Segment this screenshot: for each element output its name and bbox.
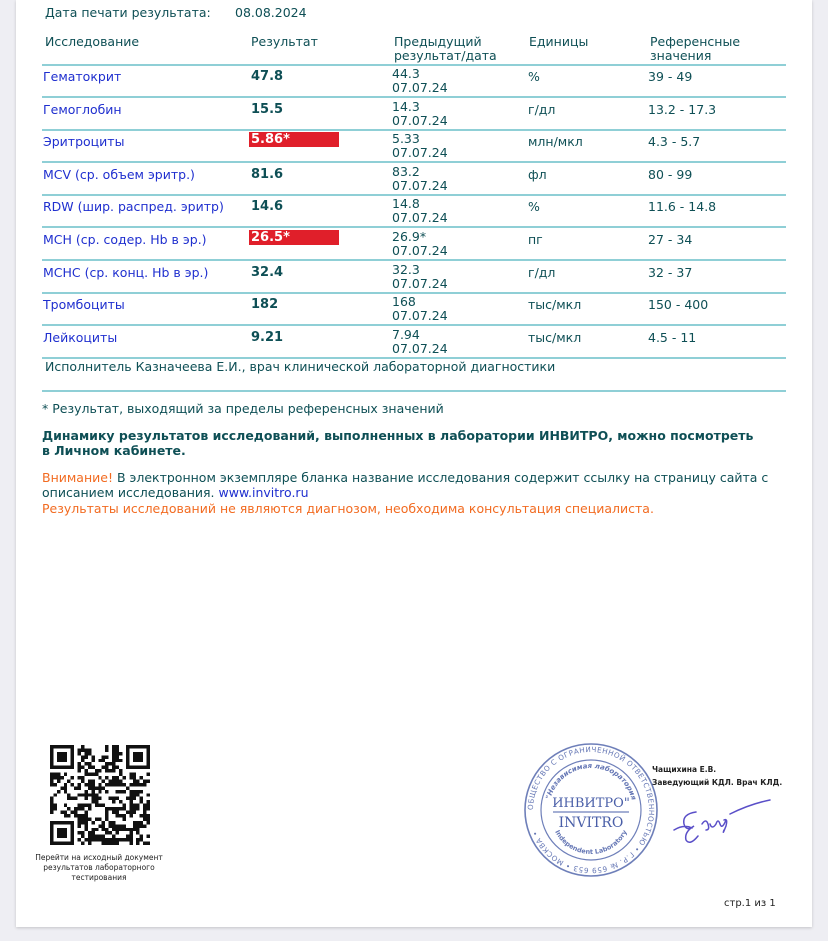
qr-caption: Перейти на исходный документ результатов лабораторного тестирования xyxy=(35,853,163,882)
units: тыс/мкл xyxy=(528,297,582,313)
units: тыс/мкл xyxy=(528,329,582,345)
footnote: * Результат, выходящий за пределы референсных значений xyxy=(42,401,444,416)
previous-result xyxy=(392,328,448,356)
stamp-inner-bottom: Independent Laboratory xyxy=(553,828,629,857)
result-value: 182 xyxy=(251,297,279,313)
header-previous-line2: результат/дата xyxy=(394,48,497,63)
flagged-result: 5.86* xyxy=(249,132,339,147)
qr-code[interactable] xyxy=(50,745,150,845)
previous-value: 83.2 xyxy=(392,163,420,179)
previous-date: 07.07.24 xyxy=(392,145,448,161)
units: % xyxy=(528,199,540,215)
result-value: 32.4 xyxy=(251,264,284,280)
units: пг xyxy=(528,232,543,247)
test-name-link[interactable]: MCHC (ср. конц. Hb в эр.) xyxy=(43,264,209,280)
test-name-link[interactable]: Гемоглобин xyxy=(43,101,122,117)
table-row xyxy=(16,294,812,326)
result-value: 47.8 xyxy=(251,69,284,84)
table-row xyxy=(16,327,812,359)
previous-result xyxy=(392,295,448,323)
reference-range: 13.2 - 17.3 xyxy=(648,101,717,117)
table-row xyxy=(16,229,812,261)
reference-range: 150 - 400 xyxy=(648,297,709,313)
previous-date: 07.07.24 xyxy=(392,210,448,226)
units: фл xyxy=(528,166,547,182)
previous-result xyxy=(392,197,448,225)
table-row xyxy=(16,66,812,98)
qr-finder-pattern xyxy=(50,745,74,769)
result-page xyxy=(16,0,812,927)
warning-text: В электронном экземпляре бланка название исследования содержит ссылку на страницу сайта с описанием исследования. xyxy=(42,470,769,500)
previous-date: 07.07.24 xyxy=(392,243,448,258)
reference-range: 4.3 - 5.7 xyxy=(648,134,701,150)
header-units: Единицы xyxy=(529,34,589,49)
previous-result xyxy=(392,132,448,160)
units: г/дл xyxy=(528,264,556,280)
stamp-inner-top: "Независимая лаборатория xyxy=(544,761,638,801)
previous-date: 07.07.24 xyxy=(392,275,448,291)
page-number: стр.1 из 1 xyxy=(724,898,776,909)
table-row xyxy=(16,131,812,163)
test-name-link[interactable]: Эритроциты xyxy=(43,134,125,150)
previous-value: 26.9* xyxy=(392,229,427,244)
dynamics-note: Динамику результатов исследований, выполненных в лаборатории ИНВИТРО, можно посмотреть в Личном кабинете. xyxy=(42,428,754,458)
warning-note xyxy=(42,470,787,500)
signer-title: Заведующий КДЛ. Врач КЛД. xyxy=(652,778,783,787)
units: млн/мкл xyxy=(528,134,583,150)
stamp-outer-text: ОБЩЕСТВО С ОГРАНИЧЕННОЙ ОТВЕТСТВЕННОСТЬЮ • Г.Р. № 659 653 • МОСКВА • xyxy=(525,744,657,876)
previous-date: 07.07.24 xyxy=(392,112,448,128)
previous-value: 168 xyxy=(392,294,416,310)
test-name-link[interactable]: RDW (шир. распред. эритр) xyxy=(43,199,224,215)
previous-value: 44.3 xyxy=(392,66,420,81)
header-reference-line1: Референсные xyxy=(650,34,741,49)
table-row xyxy=(16,99,812,131)
test-name-link[interactable]: Лейкоциты xyxy=(43,329,118,345)
table-row xyxy=(16,262,812,294)
warning-label: Внимание! xyxy=(42,470,113,485)
not-diagnosis-note: Результаты исследований не являются диагнозом, необходима консультация специалиста. xyxy=(42,501,654,516)
qr-finder-pattern xyxy=(126,745,150,769)
qr-finder-pattern xyxy=(50,821,74,845)
reference-range: 32 - 37 xyxy=(648,264,693,280)
previous-value: 5.33 xyxy=(392,131,420,147)
test-name-link[interactable]: MCH (ср. содер. Hb в эр.) xyxy=(43,232,207,247)
reference-range: 4.5 - 11 xyxy=(648,329,697,345)
result-value: 9.21 xyxy=(251,329,284,345)
invitro-link[interactable]: www.invitro.ru xyxy=(218,485,309,500)
units: % xyxy=(528,69,540,84)
reference-range: 39 - 49 xyxy=(648,69,693,84)
executor-line: Исполнитель Казначеева Е.И., врач клинической лабораторной диагностики xyxy=(45,359,556,374)
previous-value: 14.3 xyxy=(392,98,420,114)
stamp-center-en: INVITRO xyxy=(558,815,624,831)
reference-range: 27 - 34 xyxy=(648,232,693,247)
result-value: 14.6 xyxy=(251,199,284,215)
previous-result xyxy=(392,165,448,193)
previous-value: 7.94 xyxy=(392,326,420,342)
result-value: 81.6 xyxy=(251,166,284,182)
previous-date: 07.07.24 xyxy=(392,177,448,193)
signer-block xyxy=(652,763,782,789)
executor-divider xyxy=(42,390,786,392)
previous-date: 07.07.24 xyxy=(392,340,448,356)
lab-stamp xyxy=(521,740,661,880)
reference-range: 80 - 99 xyxy=(648,166,693,182)
previous-date: 07.07.24 xyxy=(392,308,448,324)
flagged-result: 26.5* xyxy=(249,230,339,245)
previous-value: 32.3 xyxy=(392,261,420,277)
previous-result xyxy=(392,67,448,95)
print-date-label: Дата печати результата: xyxy=(45,5,211,20)
result-value: 15.5 xyxy=(251,101,284,117)
reference-range: 11.6 - 14.8 xyxy=(648,199,717,215)
signature xyxy=(666,790,776,850)
previous-value: 14.8 xyxy=(392,196,420,212)
units: г/дл xyxy=(528,101,556,117)
previous-result xyxy=(392,263,448,291)
header-reference-line2: значения xyxy=(650,48,712,63)
test-name-link[interactable]: Гематокрит xyxy=(43,69,122,84)
header-test: Исследование xyxy=(45,34,140,49)
test-name-link[interactable]: Тромбоциты xyxy=(43,297,125,313)
table-row xyxy=(16,164,812,196)
signer-name: Чащихина Е.В. xyxy=(652,765,717,774)
previous-result xyxy=(392,100,448,128)
table-row xyxy=(16,196,812,228)
previous-result xyxy=(392,230,448,258)
header-result: Результат xyxy=(251,34,318,49)
print-date-value: 08.08.2024 xyxy=(235,5,307,20)
header-previous-line1: Предыдущий xyxy=(394,34,482,49)
stamp-center-ru: ИНВИТРО" xyxy=(552,796,630,811)
previous-date: 07.07.24 xyxy=(392,80,448,95)
test-name-link[interactable]: MCV (ср. объем эритр.) xyxy=(43,166,195,182)
